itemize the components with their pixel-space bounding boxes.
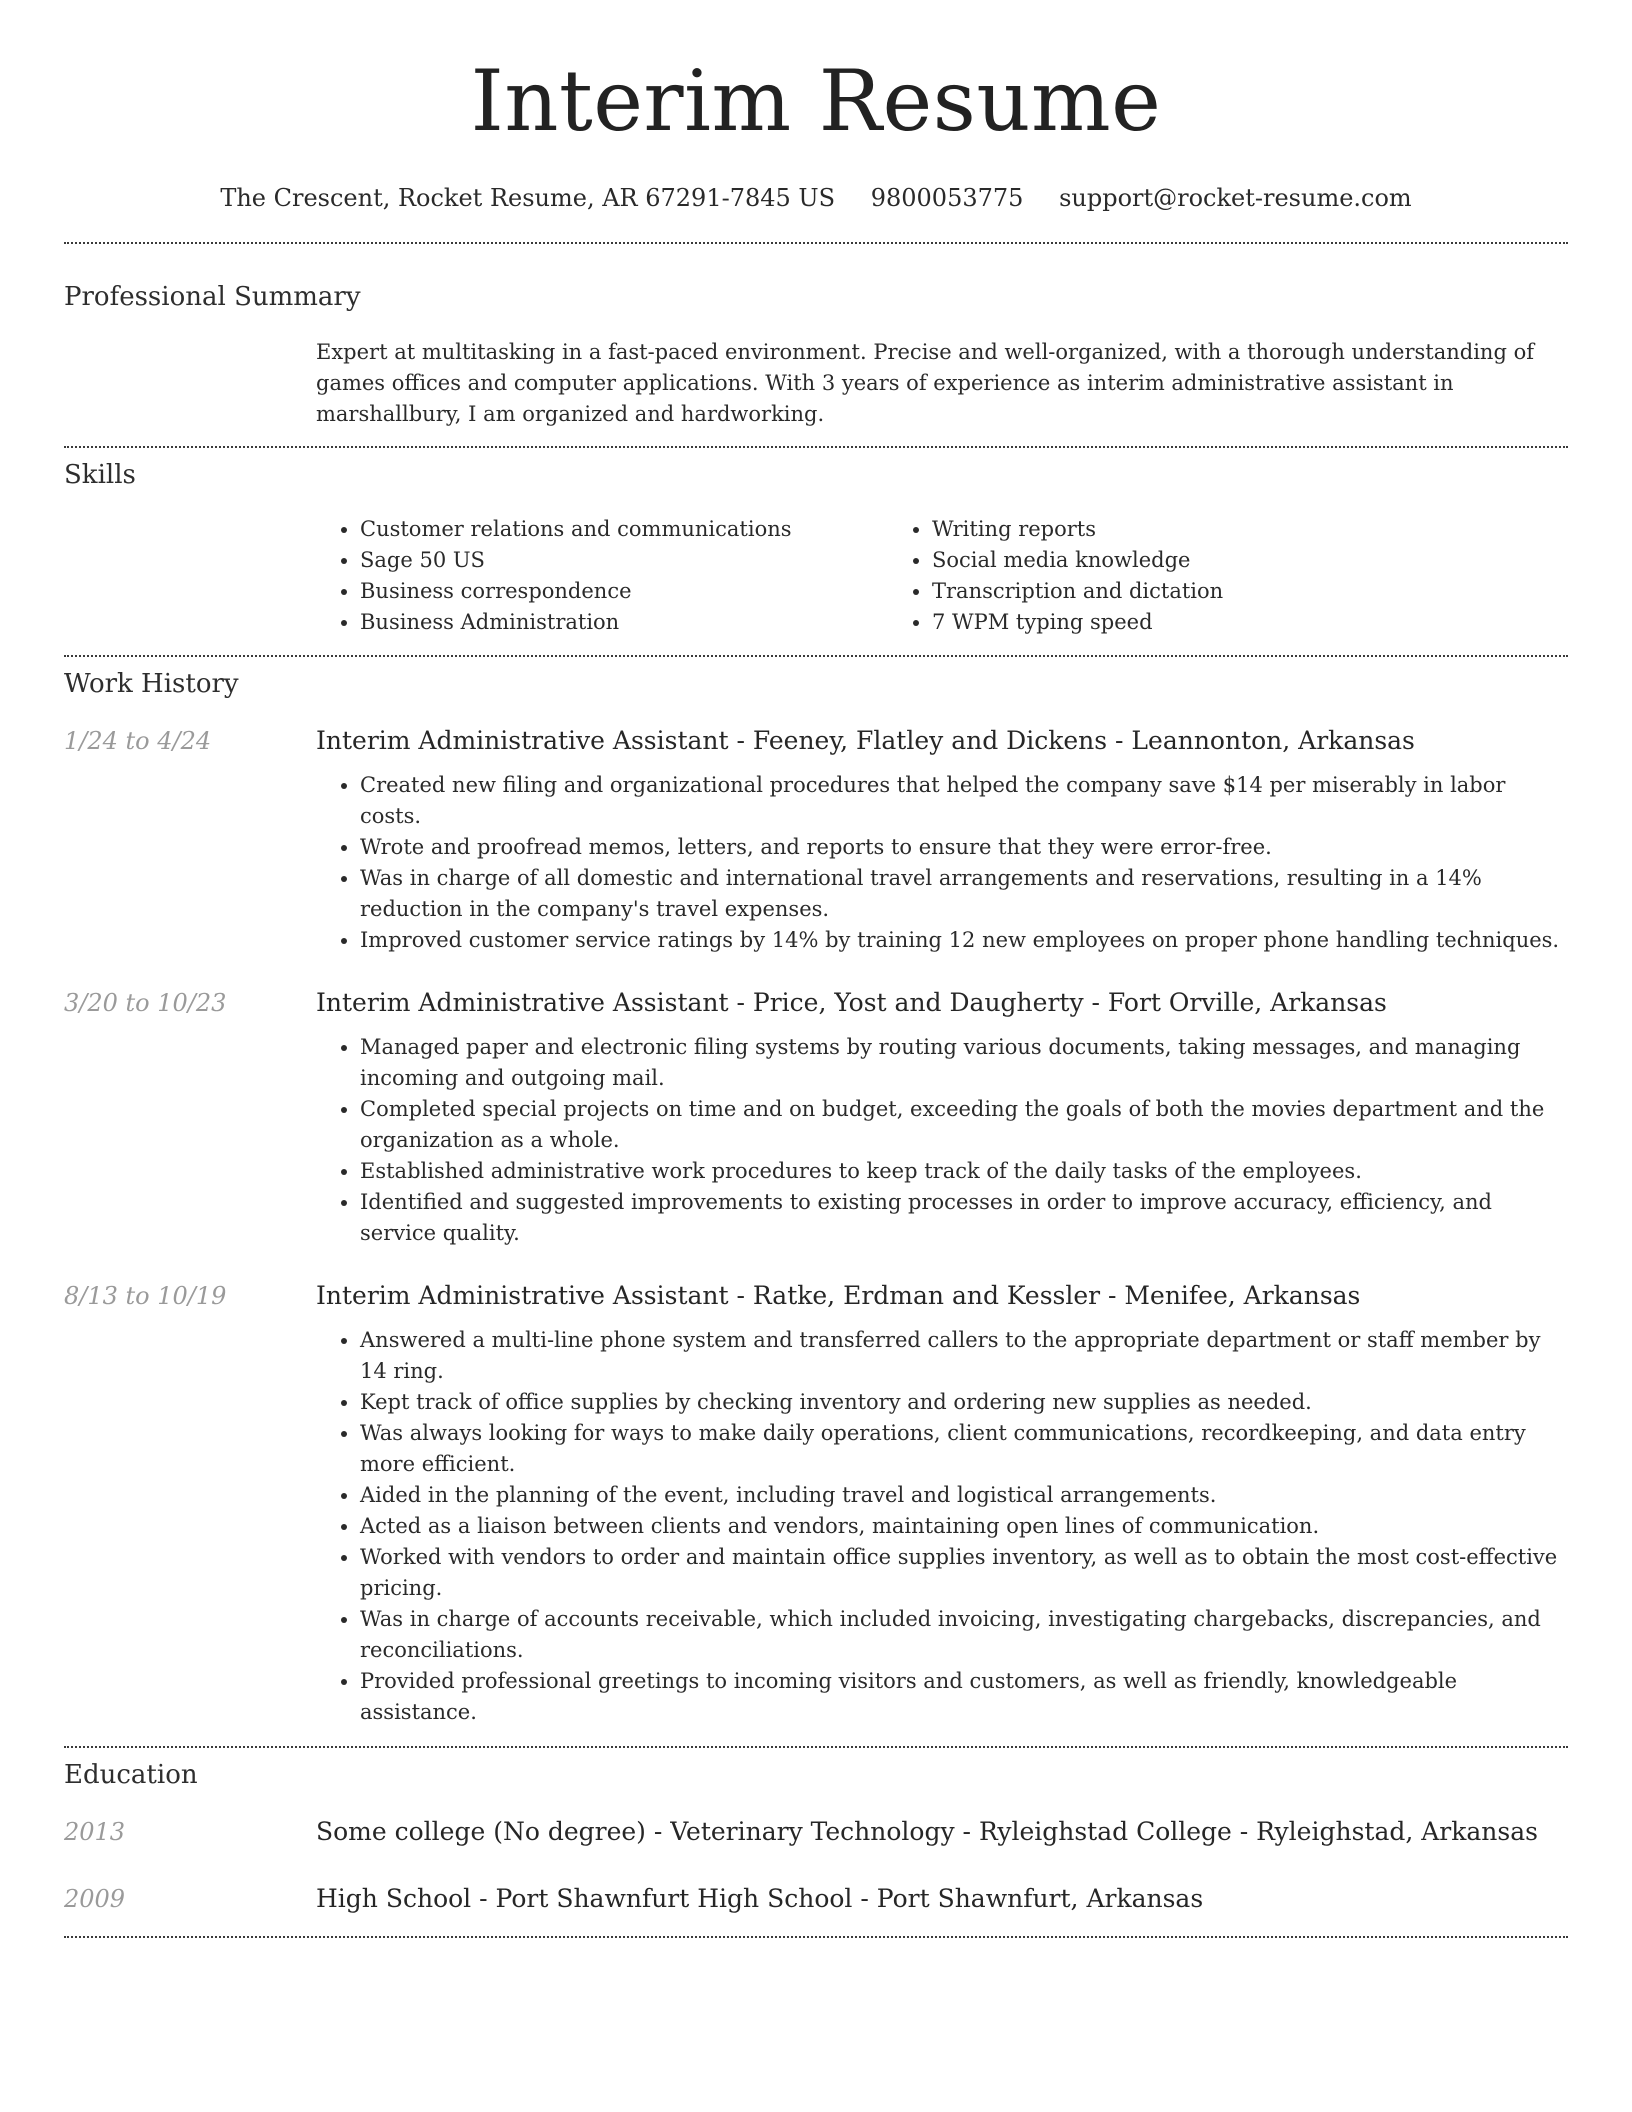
skill-item: • Writing reports bbox=[932, 514, 1223, 545]
job-entry bbox=[64, 1279, 1568, 1728]
summary-text: Expert at multitasking in a fast-paced environment. Precise and well-organized, with a thorough understanding of games offices and computer applications. With 3 years of experience as interim administrative assistant in marshallbury, I am organized and hardworking. bbox=[316, 340, 1534, 426]
section-title-work-history: Work History bbox=[64, 669, 239, 699]
skills-section bbox=[64, 448, 1568, 638]
education-detail: High School - Port Shawnfurt High School - Port Shawnfurt, Arkansas bbox=[316, 1884, 1204, 1913]
skill-item: • 7 WPM typing speed bbox=[932, 607, 1223, 638]
job-bullet: • Identified and suggested improvements to existing processes in order to improve accuracy, efficiency, and service quality. bbox=[360, 1187, 1568, 1249]
skills-column-right bbox=[932, 514, 1223, 638]
skill-item: • Social media knowledge bbox=[932, 545, 1223, 576]
job-date: 8/13 to 10/19 bbox=[64, 1282, 227, 1310]
job-bullets bbox=[316, 1032, 1568, 1249]
job-entry bbox=[64, 724, 1568, 956]
job-bullet: • Was always looking for ways to make daily operations, client communications, recordkeeping, and data entry more efficient. bbox=[360, 1418, 1568, 1480]
job-title: Interim Administrative Assistant - Ratke, Erdman and Kessler - Menifee, Arkansas bbox=[316, 1281, 1361, 1310]
job-bullet: • Acted as a liaison between clients and vendors, maintaining open lines of communication. bbox=[360, 1511, 1568, 1542]
education-date: 2009 bbox=[64, 1885, 126, 1913]
section-title-summary: Professional Summary bbox=[64, 282, 361, 312]
job-bullet: • Provided professional greetings to incoming visitors and customers, as well as friendly, knowledgeable assistance. bbox=[360, 1666, 1568, 1728]
job-entry bbox=[64, 986, 1568, 1249]
job-bullet: • Created new filing and organizational procedures that helped the company save $14 per miserably in labor costs. bbox=[360, 770, 1568, 832]
education-section bbox=[64, 1748, 1568, 1916]
job-title: Interim Administrative Assistant - Price, Yost and Daugherty - Fort Orville, Arkansas bbox=[316, 988, 1387, 1017]
job-bullet: • Completed special projects on time and on budget, exceeding the goals of both the movies department and the organization as a whole. bbox=[360, 1094, 1568, 1156]
section-title-education: Education bbox=[64, 1760, 198, 1790]
job-bullet: • Established administrative work procedures to keep track of the daily tasks of the employees. bbox=[360, 1156, 1568, 1187]
job-bullets bbox=[316, 770, 1568, 956]
education-date: 2013 bbox=[64, 1818, 126, 1846]
job-date: 1/24 to 4/24 bbox=[64, 727, 212, 755]
education-entry bbox=[64, 1882, 1568, 1916]
summary-section bbox=[64, 244, 1568, 430]
skill-item: • Business Administration bbox=[360, 607, 932, 638]
divider bbox=[64, 1936, 1568, 1938]
job-title: Interim Administrative Assistant - Feeney, Flatley and Dickens - Leannonton, Arkansas bbox=[316, 726, 1415, 755]
skills-column-left bbox=[316, 514, 932, 638]
contact-line bbox=[64, 180, 1568, 216]
job-bullet: • Aided in the planning of the event, including travel and logistical arrangements. bbox=[360, 1480, 1568, 1511]
resume-name: Interim Resume bbox=[470, 52, 1162, 150]
job-bullet: • Improved customer service ratings by 14% by training 12 new employees on proper phone handling techniques. bbox=[360, 925, 1568, 956]
job-bullet: • Worked with vendors to order and maintain office supplies inventory, as well as to obtain the most cost-effective pricing. bbox=[360, 1542, 1568, 1604]
job-bullets bbox=[316, 1325, 1568, 1728]
section-title-skills: Skills bbox=[64, 460, 136, 490]
skill-item: • Transcription and dictation bbox=[932, 576, 1223, 607]
contact-address: The Crescent, Rocket Resume, AR 67291-7845 US bbox=[220, 184, 836, 212]
job-bullet: • Managed paper and electronic filing systems by routing various documents, taking messages, and managing incoming and outgoing mail. bbox=[360, 1032, 1568, 1094]
job-date: 3/20 to 10/23 bbox=[64, 989, 227, 1017]
work-history-section bbox=[64, 657, 1568, 1728]
contact-phone: 9800053775 bbox=[870, 184, 1024, 212]
job-bullet: • Was in charge of accounts receivable, which included invoicing, investigating chargebacks, discrepancies, and reconciliations. bbox=[360, 1604, 1568, 1666]
job-bullet: • Wrote and proofread memos, letters, and reports to ensure that they were error-free. bbox=[360, 832, 1568, 863]
skill-item: • Sage 50 US bbox=[360, 545, 932, 576]
skill-item: • Customer relations and communications bbox=[360, 514, 932, 545]
education-entry bbox=[64, 1815, 1568, 1849]
education-detail: Some college (No degree) - Veterinary Technology - Ryleighstad College - Ryleighstad, Arkansas bbox=[316, 1817, 1538, 1846]
job-bullet: • Answered a multi-line phone system and transferred callers to the appropriate department or staff member by 14 ring. bbox=[360, 1325, 1568, 1387]
job-bullet: • Was in charge of all domestic and international travel arrangements and reservations, resulting in a 14% reduction in the company's travel expenses. bbox=[360, 863, 1568, 925]
job-bullet: • Kept track of office supplies by checking inventory and ordering new supplies as needed. bbox=[360, 1387, 1568, 1418]
skills-list bbox=[316, 514, 1568, 638]
contact-email: support@rocket-resume.com bbox=[1059, 184, 1412, 212]
skill-item: • Business correspondence bbox=[360, 576, 932, 607]
